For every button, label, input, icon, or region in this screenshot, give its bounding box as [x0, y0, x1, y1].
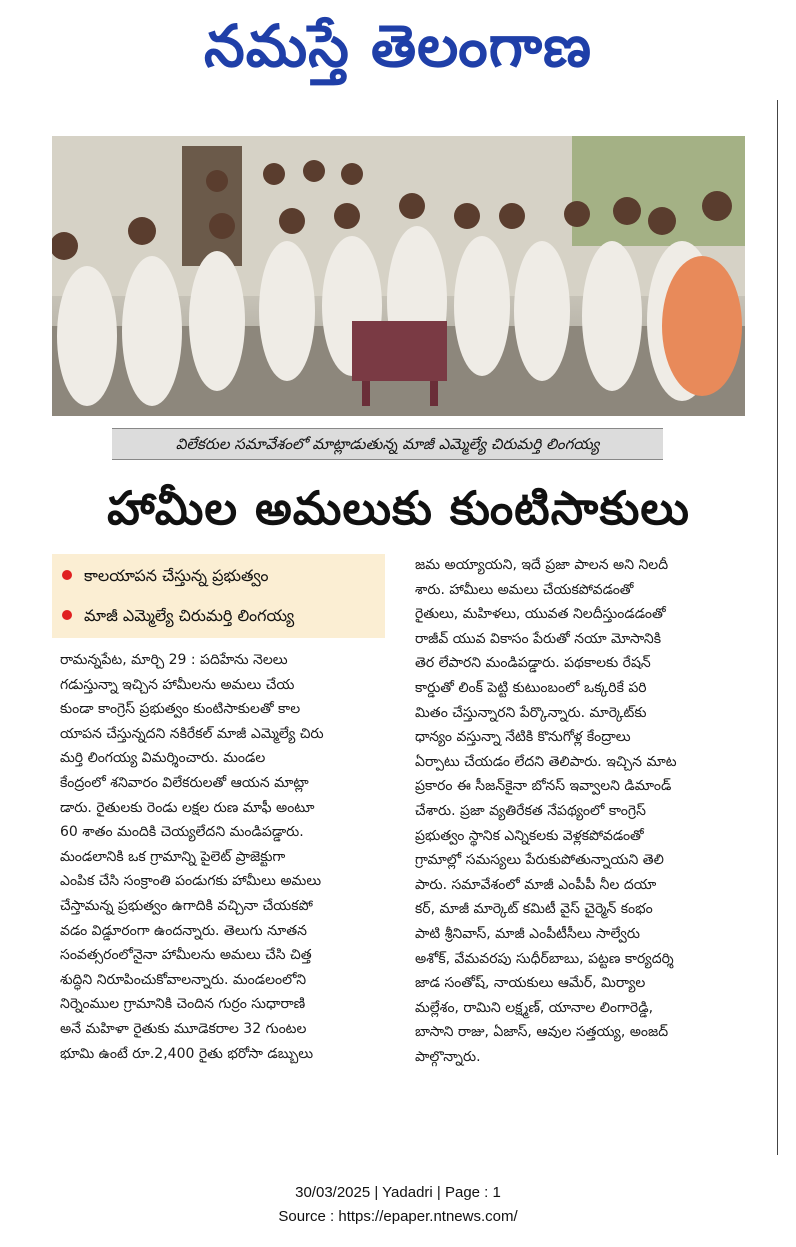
article-line: శారు. హామీలు అమలు చేయకపోవడంతో	[415, 581, 634, 598]
article-line: కుండా కాంగ్రెస్ ప్రభుత్వం కుంటిసాకులతో కాల	[60, 701, 301, 718]
article-line: కార్డుతో లింక్ పెట్టి కుటుంబంలో ఒక్కరికే పరి	[415, 679, 647, 696]
article-line: రాజీవ్ యువ వికాసం పేరుతో నయా మోసానికి	[415, 630, 662, 647]
highlight-item	[62, 556, 269, 596]
article-line: యాపన చేస్తున్నదని నకిరేకల్ మాజీ ఎమ్మెల్యే చిరు	[60, 725, 324, 742]
article-line: చేశారు. ప్రజా వ్యతిరేకత నేపథ్యంలో కాంగ్రెస్	[415, 802, 646, 819]
article-line: కర్, మాజీ మార్కెట్ కమిటీ వైస్ చైర్మెన్ కంభం	[415, 901, 653, 918]
news-photo	[52, 136, 745, 416]
article-column-right	[415, 553, 751, 1069]
article-line: కేంద్రంలో శనివారం విలేకరులతో ఆయన మాట్లా	[60, 774, 309, 791]
article-line: జమ అయ్యాయని, ఇదే ప్రజా పాలన అని నిలదీ	[415, 557, 669, 573]
photo-caption: విలేకరుల సమావేశంలో మాట్లాడుతున్న మాజీ ఎమ్మెల్యే చిరుమర్తి లింగయ్య	[112, 428, 663, 460]
article-line: వడం విడ్డూరంగా ఉందన్నారు. తెలుగు నూతన	[60, 922, 307, 939]
article-line: భూమి ఉంటే రూ.2,400 రైతు భరోసా డబ్బులు	[60, 1045, 314, 1062]
article-line: పాల్గొన్నారు.	[415, 1048, 481, 1065]
article-column-left	[60, 648, 386, 1066]
bullet-icon	[62, 570, 72, 580]
article-line: పాటి శ్రీనివాస్, మాజీ ఎంపీటీసీలు సాల్వేరు	[415, 925, 640, 942]
article-line: ఏర్పాటు చేయడం లేదని తెలిపారు. ఇచ్చిన మాట	[415, 753, 677, 770]
article-line: రామన్నపేట, మార్చి 29 : పదిహేను నెలలు	[60, 652, 288, 668]
article-line: ఎంపిక చేసి సంక్రాంతి పండుగకు హామీలు అమలు	[60, 873, 322, 890]
article-line: శుద్ధిని నిరూపించుకోవాలన్నారు. మండలంలోని	[60, 971, 307, 988]
article-line: అనే మహిళా రైతుకు మూడెకరాల 32 గుంటల	[60, 1020, 307, 1037]
group-photo-icon	[52, 136, 745, 416]
article-line: చేస్తామన్న ప్రభుత్వం ఉగాదికి వచ్చినా చేయకపో	[60, 897, 313, 914]
article-line: మండలానికి ఒక గ్రామాన్ని పైలెట్ ప్రాజెక్టుగా	[60, 848, 286, 865]
article-line: రైతులు, మహిళలు, యువత నిలదీస్తుండడంతో	[415, 606, 666, 623]
article-line: జాడ సంతోష్, నాయకులు ఆమేర్, మిర్యాల	[415, 975, 646, 992]
article-line: గ్రామాల్లో సమస్యలు పేరుకుపోతున్నాయని తెలి	[415, 852, 664, 869]
article-line: 60 శాతం మందికి చెయ్యలేదని మండిపడ్డారు.	[60, 824, 304, 841]
footer-source-link[interactable]: Source : https://epaper.ntnews.com/	[278, 1208, 518, 1225]
article-line: ధాన్యం వస్తున్నా నేటికి కొనుగోళ్ల కేంద్రాలు	[415, 729, 631, 746]
masthead-logo: నమస్తే తెలంగాణ	[204, 12, 592, 80]
article-line: సంవత్సరంలోనైనా హామీలను అమలు చేసి చిత్త	[60, 947, 312, 964]
article-line: అశోక్, వేమవరపు సుధీర్‌బాబు, పట్టణ కార్యదర్శి	[415, 950, 674, 967]
article-line: మితం చేస్తున్నారని పేర్కొన్నారు. మార్కెట్‌కు	[415, 704, 647, 721]
article-line: నిర్నెంముల గ్రామానికి చెందిన గుర్రం సుధారాణి	[60, 996, 306, 1013]
article-line: బాసాని రాజు, ఏజాస్, ఆవుల సత్తయ్య, అంజద్	[415, 1024, 669, 1041]
highlight-text: కాలయాపన చేస్తున్న ప్రభుత్వం	[84, 566, 269, 585]
article-line: డారు. రైతులకు రెండు లక్షల రుణ మాఫీ అంటూ	[60, 799, 315, 816]
bullet-icon	[62, 610, 72, 620]
article-line: గడుస్తున్నా ఇచ్చిన హామీలను అమలు చేయ	[60, 676, 295, 693]
headline: హామీల అమలుకు కుంటిసాకులు	[107, 481, 690, 535]
highlight-text: మాజీ ఎమ్మెల్యే చిరుమర్తి లింగయ్య	[84, 606, 295, 625]
article-line: ప్రకారం ఈ సీజన్‌కైనా బోనస్ ఇవ్వాలని డిమాండ్	[415, 778, 672, 795]
article-line: మల్లేశం, రామిని లక్ష్మణ్, యానాల లింగారెడ్డి,	[415, 999, 654, 1016]
article-line: పారు. సమావేశంలో మాజీ ఎంపీపీ నీల దయా	[415, 876, 657, 893]
footer-date-edition: 30/03/2025 | Yadadri | Page : 1	[295, 1184, 501, 1201]
article-line: తెర లేపారని మండిపడ్డారు. పథకాలకు రేషన్	[415, 655, 651, 672]
highlights-box	[52, 554, 385, 638]
column-divider	[777, 100, 778, 1155]
highlight-item	[62, 596, 294, 636]
article-line: మర్తి లింగయ్య విమర్శించారు. మండల	[60, 750, 266, 767]
article-line: ప్రభుత్వం స్థానిక ఎన్నికలకు వెళ్లకపోవడంతో	[415, 827, 644, 844]
